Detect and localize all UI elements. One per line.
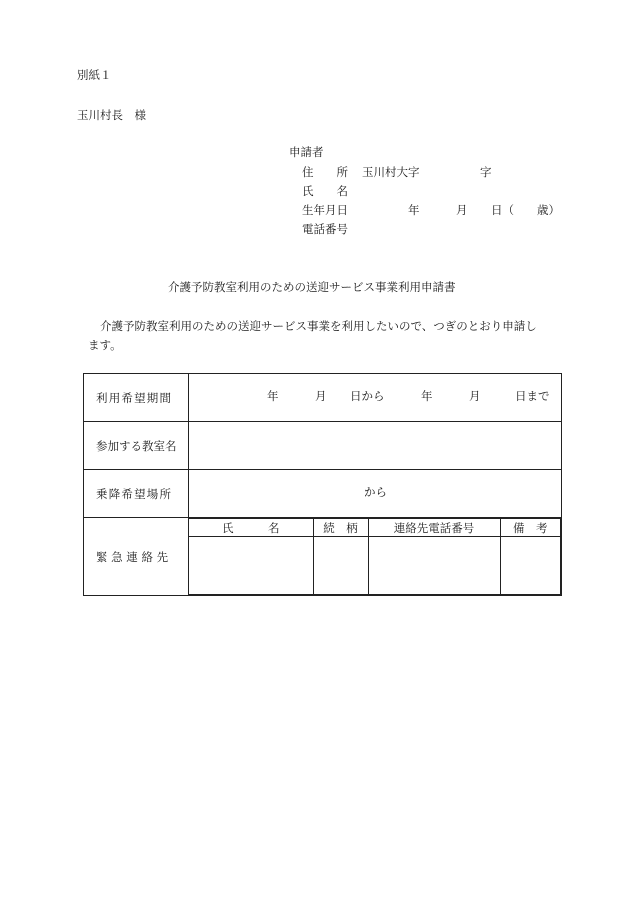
period-month1: 月	[315, 389, 327, 403]
body-text-line1: 介護予防教室利用のための送迎サービス事業を利用したいので、つぎのとおり申請し	[100, 319, 537, 333]
emergency-row	[84, 518, 562, 596]
emergency-phone-input[interactable]	[368, 537, 500, 595]
emergency-col-relation: 続 柄	[313, 519, 368, 537]
period-year1: 年	[267, 389, 279, 403]
class-value-cell[interactable]	[189, 422, 562, 470]
document-reference: 別紙１	[77, 68, 112, 82]
emergency-label: 緊 急 連 絡 先	[84, 518, 189, 596]
document-title: 介護予防教室利用のための送迎サービス事業利用申請書	[168, 280, 456, 294]
emergency-col-name: 氏 名	[189, 519, 313, 537]
emergency-contact-cell	[189, 518, 562, 596]
period-value-cell[interactable]	[189, 374, 562, 422]
phone-label: 電話番号	[302, 222, 348, 236]
period-month2: 月	[469, 389, 481, 403]
emergency-name-input[interactable]	[189, 537, 313, 595]
period-label: 利用希望期間	[84, 374, 189, 422]
emergency-relation-input[interactable]	[313, 537, 368, 595]
birth-label: 生年月日	[302, 203, 348, 217]
period-year2: 年	[421, 389, 433, 403]
period-row	[84, 374, 562, 422]
birth-year-unit: 年	[408, 203, 420, 217]
place-row	[84, 470, 562, 518]
addressee: 玉川村長 様	[77, 108, 146, 122]
period-from: 日から	[350, 389, 385, 403]
class-label: 参加する教室名	[84, 422, 189, 470]
address-label: 住 所	[302, 165, 348, 179]
applicant-heading: 申請者	[289, 145, 324, 159]
emergency-col-notes: 備 考	[500, 519, 561, 537]
address-suffix: 字	[480, 165, 492, 179]
emergency-notes-input[interactable]	[500, 537, 561, 595]
body-text-line2: ます。	[88, 338, 122, 352]
address-value: 玉川村大字	[362, 165, 420, 179]
place-value-cell[interactable]	[189, 470, 562, 518]
place-from: から	[364, 485, 387, 499]
period-to: 日まで	[515, 389, 550, 403]
application-form-table	[83, 373, 562, 596]
emergency-header-row	[189, 519, 561, 537]
name-label: 氏 名	[302, 184, 348, 198]
emergency-contact-table	[189, 518, 561, 595]
emergency-entry-row	[189, 537, 561, 595]
place-label: 乗降希望場所	[84, 470, 189, 518]
birth-day-unit: 日（	[491, 203, 514, 217]
class-row	[84, 422, 562, 470]
emergency-col-phone: 連絡先電話番号	[368, 519, 500, 537]
birth-age-unit: 歳）	[537, 203, 560, 217]
birth-month-unit: 月	[456, 203, 468, 217]
